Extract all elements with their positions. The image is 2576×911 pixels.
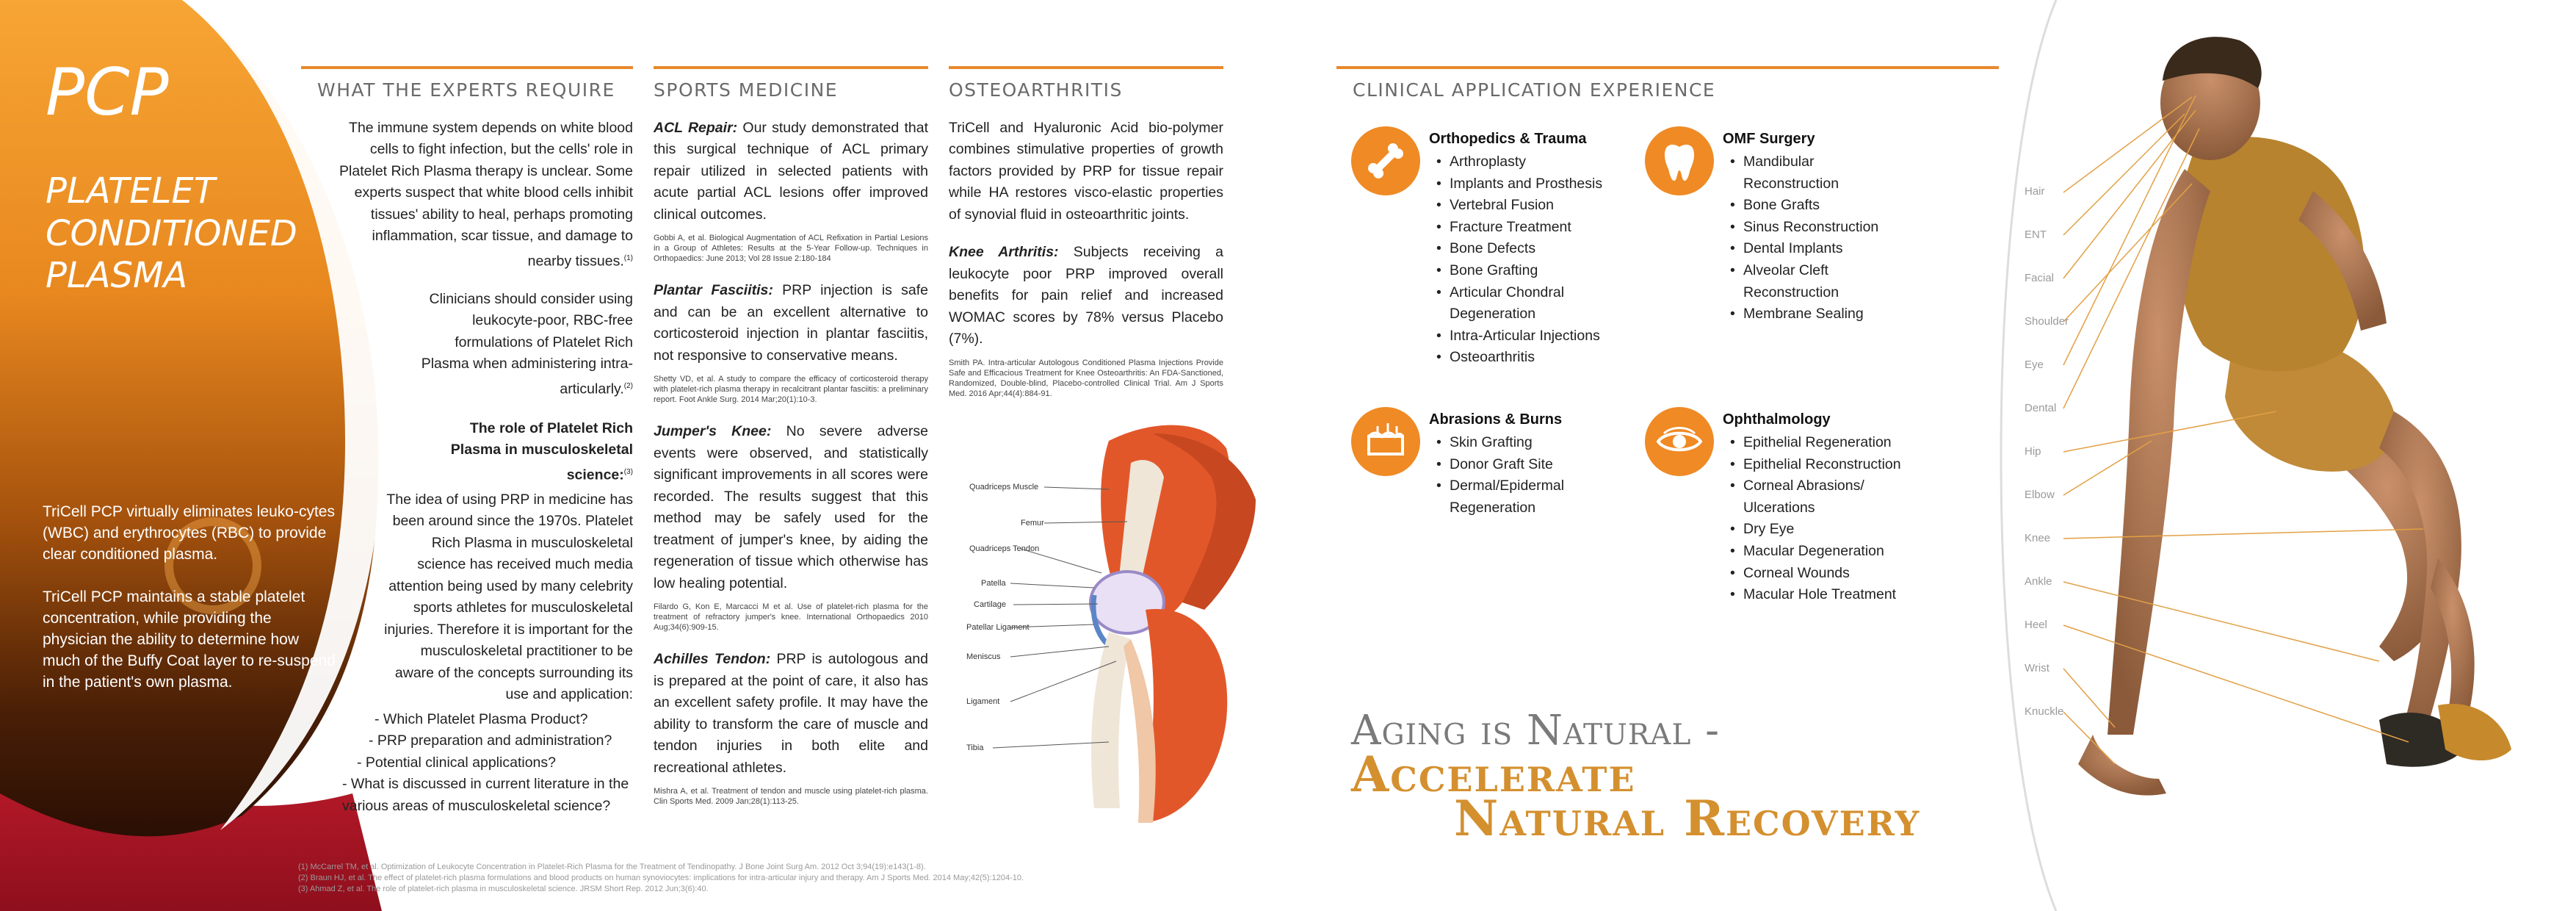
abrasions-list (1450, 432, 1564, 519)
body-label-heel: Heel (2025, 619, 2047, 631)
at-para: Achilles Tendon: PRP is autologous and is prepared at the point of care, it also has an excellent safety profile. It may have the ability to transform the care of muscle and tendon injuries in both elite and recreational athletes. (654, 651, 929, 776)
body-label-ankle: Ankle (2025, 575, 2052, 588)
knee-label-femur: Femur (1021, 519, 1044, 527)
list-item: • Epithelial Reconstruction (1743, 454, 1901, 476)
list-item: • Membrane Sealing (1743, 303, 1878, 325)
tagline-line-1: Aging is Natural - (1351, 707, 1721, 755)
knee-label-meniscus: Meniscus (966, 652, 1001, 661)
clinical-group-orthopedics (1351, 126, 1630, 376)
body-label-hip: Hip (2025, 445, 2041, 458)
hero-para-2: TriCell PCP maintains a stable platelet concentration, while providing the physician the ability to determine how much of the Buffy Coat layer to re-suspend in the patient's own plasma. (43, 588, 336, 691)
ophthalmology-title: Ophthalmology (1723, 411, 1831, 428)
experts-para-3: The idea of using PRP in medicine has been around since the 1970s. Platelet Rich Plasma in musculoskeletal science has received much media attention being used by many celebrity sports athletes for musculoskeletal injuries. Therefore it is important for the musculoskeletal practitioner to be aware of the concepts surrounding its use and application: (384, 491, 633, 702)
experts-q3: - Potential clinical applications? (357, 754, 556, 771)
list-item: • Corneal Abrasions/ (1743, 475, 1901, 497)
footnotes (298, 862, 1024, 895)
knee-label-quadriceps-muscle: Quadriceps Muscle (969, 483, 1039, 491)
body-label-knuckle: Knuckle (2025, 705, 2064, 718)
hero-description (43, 501, 336, 714)
experts-q4: - What is discussed in current literature in the various areas of musculoskeletal science? (342, 776, 629, 814)
list-item: • Mandibular (1743, 151, 1878, 173)
clinical-group-abrasions (1351, 407, 1630, 539)
osteo-para: TriCell and Hyaluronic Acid bio-polymer combines stimulative properties of growth factors provided by PRP for tissue repair while HA restores visco-elastic properties of synovial fluid in osteoarthritic joints. (949, 119, 1223, 223)
list-item: Ulcerations (1743, 499, 1815, 516)
clinical-heading: CLINICAL APPLICATION EXPERIENCE (1336, 66, 1999, 101)
jk-ref: Filardo G, Kon E, Marcacci M et al. Use of platelet-rich plasma for the treatment of refractory jumper's knee. International Orthopaedics 2010 Aug;34(6):909-15. (654, 602, 928, 632)
hero-para-1: TriCell PCP virtually eliminates leuko-cytes (WBC) and erythrocytes (RBC) to provide clear conditioned plasma. (43, 503, 335, 563)
experts-column (301, 66, 633, 817)
sports-column (654, 66, 928, 823)
knee-label-quadriceps-tendon: Quadriceps Tendon (969, 544, 1040, 553)
body-label-facial: Facial (2025, 272, 2055, 284)
knee-label-patellar-ligament: Patellar Ligament (966, 623, 1030, 632)
orthopedics-title: Orthopedics & Trauma (1429, 131, 1587, 147)
acl-ref: Gobbi A, et al. Biological Augmentation of ACL Refixation in Partial Lesions in a Group of Athletes: Results at the 5-Year Follow-up. Techniques in Orthopaedics: June 2013; Vol 28 Issue 2:180-184 (654, 234, 928, 263)
body-label-ent: ENT (2025, 228, 2047, 241)
list-item: • Vertebral Fusion (1450, 195, 1602, 217)
body-label-eye: Eye (2025, 359, 2044, 371)
tagline-line-2: Accelerate (1351, 746, 1636, 803)
list-item: • Sinus Reconstruction (1743, 217, 1878, 239)
experts-para-1: The immune system depends on white blood cells to fight infection, but the cells' role in Platelet Rich Plasma therapy is unclear. Some experts suspect that white blood cells inhibit tissues' ability to heal, perhaps promoting inflammation, scar tissue, and damage to nearby tissues.$^{(1)}$ (339, 119, 633, 269)
ka-ref: Smith PA. Intra-articular Autologous Conditioned Plasma Injections Provide Safe and Efficacious Treatment for Knee Osteoarthritis: An FDA-Sanctioned, Randomized, Double-blind, Placebo-controlled Clinical Trial. Am J Sports Med. 2016 Apr;44(4):884-91. (949, 358, 1223, 398)
knee-label-tibia: Tibia (966, 743, 984, 752)
list-item: • Alveolar Cleft (1743, 260, 1878, 282)
abrasions-title: Abrasions & Burns (1429, 411, 1563, 428)
osteo-heading: OSTEOARTHRITIS (949, 66, 1223, 101)
skin-icon (1351, 407, 1420, 476)
at-ref: Mishra A, et al. Treatment of tendon and muscle using platelet-rich plasma. Clin Sports Med. 2009 Jan;28(1):113-25. (654, 787, 928, 806)
list-item: • Bone Defects (1450, 238, 1602, 260)
list-item: • Articular Chondral (1450, 282, 1602, 304)
list-item: Reconstruction (1743, 284, 1839, 300)
body-label-dental: Dental (2025, 402, 2057, 414)
footnote-1: (1) McCarrel TM, et al. Optimization of Leukocyte Concentration in Platelet-Rich Plasma for the Treatment of Tendinopathy. J Bone Joint Surg Am. 2012 Oct 3;94(19):e143(1-8). (298, 863, 926, 871)
list-item: • Dermal/Epidermal (1450, 475, 1564, 497)
tooth-icon (1645, 126, 1714, 195)
hero-pcp: PCP (46, 54, 169, 130)
ka-para: Knee Arthritis: Subjects receiving a leukocyte poor PRP improved overall benefits for pain relief and increased WOMAC scores by 78% versus Placebo (7%). (949, 244, 1223, 347)
body-label-elbow: Elbow (2025, 489, 2055, 501)
knee-anatomy-diagram (962, 411, 1278, 838)
list-item: • Implants and Prosthesis (1450, 173, 1602, 195)
body-label-wrist: Wrist (2025, 662, 2049, 674)
list-item: • Epithelial Regeneration (1743, 432, 1901, 454)
list-item: • Fracture Treatment (1450, 217, 1602, 239)
experts-q1: - Which Platelet Plasma Product? (375, 710, 588, 727)
body-label-hair: Hair (2025, 185, 2045, 198)
list-item: Regeneration (1450, 499, 1536, 516)
osteo-column (949, 66, 1223, 415)
knee-label-cartilage: Cartilage (974, 600, 1007, 609)
knee-label-patella: Patella (981, 579, 1006, 588)
list-item: Degeneration (1450, 306, 1536, 323)
list-item: Reconstruction (1743, 175, 1839, 192)
clinical-group-omf (1645, 126, 1924, 347)
acl-para: ACL Repair: Our study demonstrated that this surgical technique of ACL primary repair utilized in selected patients with acute partial ACL lesions offer improved clinical outcomes. (654, 119, 928, 223)
experts-q2: - PRP preparation and administration? (369, 732, 612, 749)
list-item: • Donor Graft Site (1450, 454, 1564, 476)
jk-para: Jumper's Knee: No severe adverse events were observed, and statistically significant improvements in all scores were recorded. The results suggest that this method may be safely used for the treatment of jumper's knee, by aiding the regeneration of tissue which otherwise has low healing potential. (654, 423, 928, 591)
sports-heading: SPORTS MEDICINE (654, 66, 928, 101)
eye-icon (1645, 407, 1714, 476)
list-item: • Arthroplasty (1450, 151, 1602, 173)
list-item: • Intra-Articular Injections (1450, 325, 1602, 348)
clinical-group-ophthalmology (1645, 407, 1924, 627)
list-item: • Osteoarthritis (1450, 347, 1602, 369)
omf-title: OMF Surgery (1723, 131, 1815, 147)
tagline-line-3: Natural Recovery (1454, 790, 1921, 847)
list-item: • Corneal Wounds (1743, 563, 1901, 585)
list-item: • Dental Implants (1743, 238, 1878, 260)
pf-ref: Shetty VD, et al. A study to compare the efficacy of corticosteroid therapy with platelet-rich plasma therapy in recalcitrant plantar fasciitis: a preliminary report. Foot Ankle Surg. 2014 Mar;20(1):10-3. (654, 375, 928, 404)
list-item: • Bone Grafting (1450, 260, 1602, 282)
body-label-shoulder: Shoulder (2025, 315, 2069, 328)
list-item: • Dry Eye (1743, 519, 1901, 541)
list-item: • Bone Grafts (1743, 195, 1878, 217)
bone-icon (1351, 126, 1420, 195)
knee-label-ligament: Ligament (966, 697, 1000, 706)
orthopedics-list (1450, 151, 1602, 369)
body-label-knee: Knee (2025, 532, 2051, 544)
footnote-2: (2) Braun HJ, et al. The effect of platelet-rich plasma formulations and blood products on human synoviocytes: implications for intra-articular injury and therapy. Am J Sports Med. 2014 May;42(5):1204-10. (298, 874, 1024, 882)
role-title: The role of Platelet Rich Plasma in musculoskeletal science:$^{(3)}$ (450, 420, 633, 483)
hero-subtitle: PLATELET CONDITIONED PLASMA (46, 170, 297, 297)
footnote-3: (3) Ahmad Z, et al. The role of platelet-rich plasma in musculoskeletal science. JRSM Short Rep. 2012 Jun;3(6):40. (298, 885, 709, 893)
list-item: • Skin Grafting (1450, 432, 1564, 454)
list-item: • Macular Degeneration (1743, 541, 1901, 563)
ophthalmology-list (1743, 432, 1901, 606)
experts-para-2: Clinicians should consider using leukocyte-poor, RBC-free formulations of Platelet Rich Plasma when administering intra-articularly.$^{(2)}$ (421, 290, 633, 397)
experts-heading: WHAT THE EXPERTS REQUIRE (301, 66, 633, 101)
pf-para: Plantar Fasciitis: PRP injection is safe and can be an excellent alternative to corticosteroid injection in plantar fasciitis, not responsive to conservative means. (654, 282, 928, 364)
list-item: • Macular Hole Treatment (1743, 584, 1901, 606)
omf-list (1743, 151, 1878, 325)
